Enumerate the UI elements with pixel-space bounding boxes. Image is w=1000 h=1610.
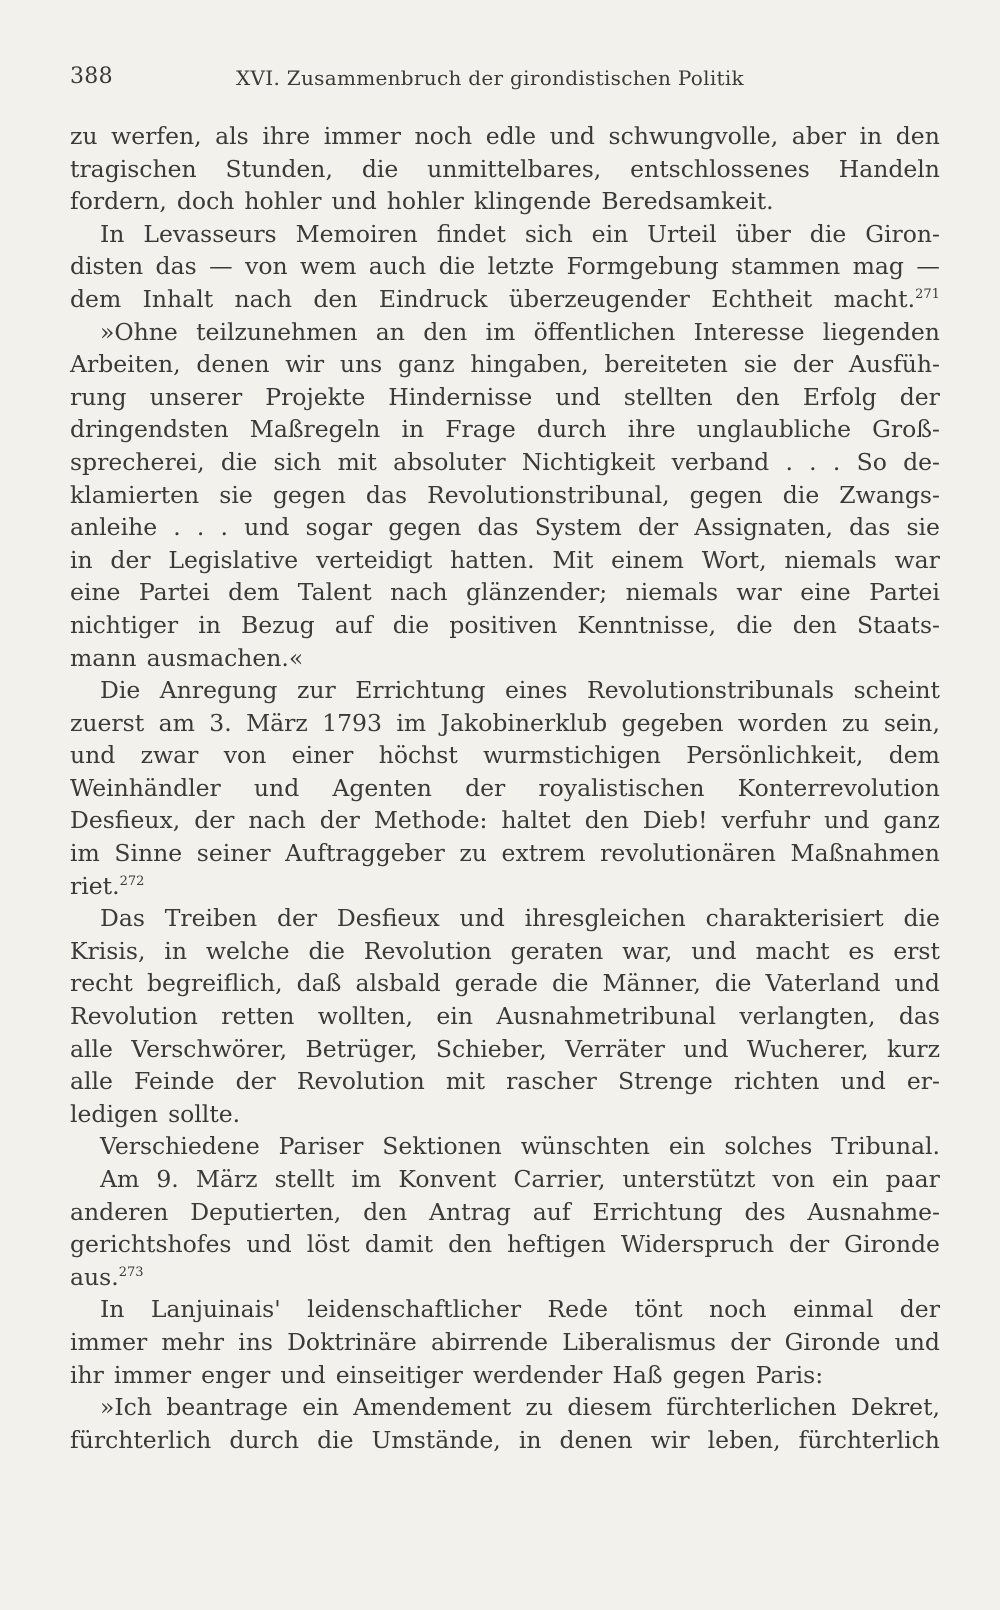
text-line: In Levasseurs Memoiren findet sich ein Urteil über die Giron- — [100, 219, 940, 248]
text-line: »Ohne teilzunehmen an den im öffentlichen Interesse liegenden — [100, 317, 940, 346]
text-line: ledigen sollte. — [70, 1099, 241, 1128]
text-line: sprecherei, die sich mit absoluter Nichtigkeit verband . . . So de- — [70, 447, 940, 476]
body-text — [70, 120, 940, 1456]
footnote-marker: 271 — [915, 287, 940, 303]
text-line: ihr immer enger und einseitiger werdender Haß gegen Paris: — [70, 1360, 824, 1389]
text-line: Revolution retten wollten, ein Ausnahmetribunal verlangten, das — [70, 1002, 940, 1031]
text-line: zu werfen, als ihre immer noch edle und schwungvolle, aber in den — [70, 122, 940, 150]
page-number: 388 — [70, 64, 113, 89]
text-line: Verschiedene Pariser Sektionen wünschten ein solches Tribunal. — [100, 1132, 940, 1161]
text-line: Weinhändler und Agenten der royalistischen Konterrevolution — [70, 773, 940, 802]
page-header — [70, 64, 940, 104]
text-line: fürchterlich durch die Umstände, in denen wir leben, fürchterlich — [70, 1425, 940, 1454]
text-line: recht begreiflich, daß alsbald gerade die Männer, die Vaterland und — [70, 969, 940, 998]
footnote-marker: 273 — [118, 1264, 144, 1280]
text-line: aus.$^{273}$ — [70, 1262, 144, 1291]
text-line: tragischen Stunden, die unmittelbares, entschlossenes Handeln — [70, 154, 940, 183]
text-line: In Lanjuinais' leidenschaftlicher Rede tönt noch einmal der — [100, 1295, 940, 1324]
text-line: dringendsten Maßregeln in Frage durch ihre unglaubliche Groß- — [70, 415, 940, 444]
text-line: Krisis, in welche die Revolution geraten war, und macht es erst — [70, 936, 940, 965]
text-line: Arbeiten, denen wir uns ganz hingaben, bereiteten sie der Ausfüh- — [70, 350, 940, 379]
text-line: immer mehr ins Doktrinäre abirrende Liberalismus der Gironde und — [70, 1327, 940, 1356]
text-line: rung unserer Projekte Hindernisse und stellten den Erfolg der — [70, 382, 940, 411]
text-line: im Sinne seiner Auftraggeber zu extrem revolutionären Maßnahmen — [70, 839, 940, 868]
text-line: gerichtshofes und löst damit den heftigen Widerspruch der Gironde — [70, 1230, 940, 1259]
text-line: Die Anregung zur Errichtung eines Revolutionstribunals scheint — [100, 676, 940, 705]
text-line: zuerst am 3. März 1793 im Jakobinerklub gegeben worden zu sein, — [70, 708, 940, 737]
text-line: disten das — von wem auch die letzte Formgebung stammen mag — — [70, 252, 940, 281]
text-line: nichtiger in Bezug auf die positiven Kenntnisse, die den Staats- — [70, 610, 940, 639]
text-line: riet.$^{272}$ — [70, 871, 145, 900]
text-line: anderen Deputierten, den Antrag auf Errichtung des Ausnahme- — [70, 1197, 940, 1226]
footnote-marker: 272 — [119, 873, 145, 889]
running-title: XVI. Zusammenbruch der girondistischen Politik — [236, 66, 744, 90]
text-line: und zwar von einer höchst wurmstichigen Persönlichkeit, dem — [70, 741, 940, 770]
text-line: fordern, doch hohler und hohler klingende Beredsamkeit. — [70, 187, 774, 216]
text-line: mann ausmachen.« — [70, 643, 304, 672]
text-line: eine Partei dem Talent nach glänzender; niemals war eine Partei — [70, 578, 940, 607]
text-line: »Ich beantrage ein Amendement zu diesem fürchterlichen Dekret, — [100, 1393, 940, 1422]
text-line: klamierten sie gegen das Revolutionstribunal, gegen die Zwangs- — [70, 480, 940, 509]
text-line: alle Verschwörer, Betrüger, Schieber, Verräter und Wucherer, kurz — [70, 1034, 940, 1063]
text-line: dem Inhalt nach den Eindruck überzeugender Echtheit macht.$^{271}$ — [70, 284, 940, 313]
text-line: Am 9. März stellt im Konvent Carrier, unterstützt von ein paar — [100, 1165, 940, 1193]
text-line: Das Treiben der Desfieux und ihresgleichen charakterisiert die — [100, 904, 940, 933]
text-line: in der Legislative verteidigt hatten. Mit einem Wort, niemals war — [70, 545, 940, 574]
text-line: alle Feinde der Revolution mit rascher Strenge richten und er- — [70, 1067, 940, 1096]
text-line: anleihe . . . und sogar gegen das System der Assignaten, das sie — [70, 513, 940, 542]
text-line: Desfieux, der nach der Methode: haltet den Dieb! verfuhr und ganz — [70, 806, 940, 835]
